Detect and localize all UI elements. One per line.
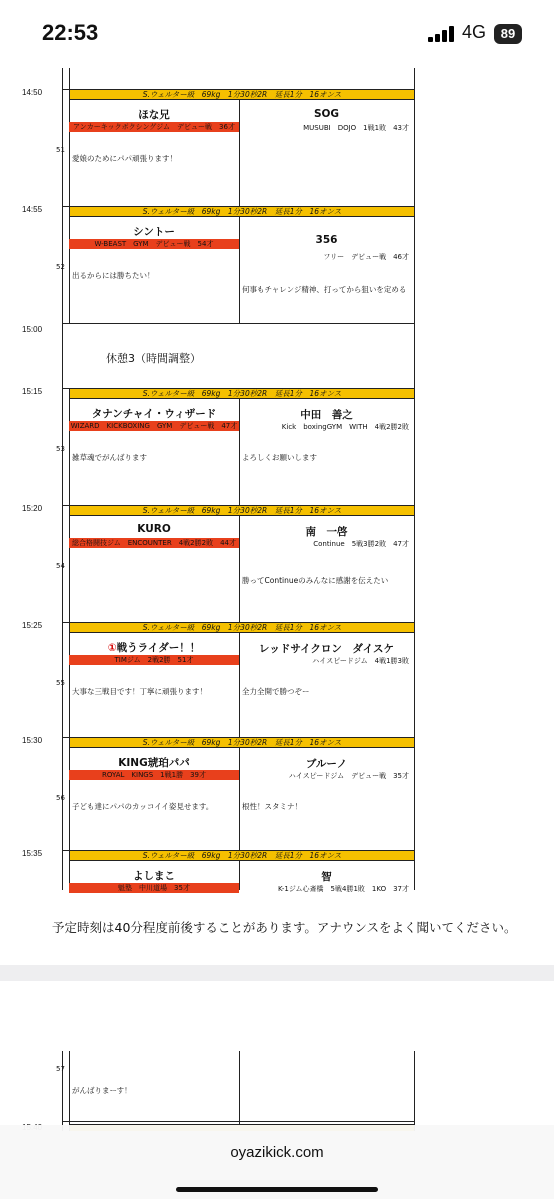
bout-inner-left [69,737,70,850]
schedule-note: 予定時刻は40分程度前後することがあります。アナウンスをよく聞いてください。 [52,920,517,935]
schedule-page-2[interactable] [6,981,548,1131]
bout-number: 54 [56,562,65,570]
bout-time: 15:15 [22,387,43,396]
red-fighter-info: ROYAL KINGS 1戦1勝 39才 [69,770,239,780]
blue-fighter-name: SOG [313,108,340,120]
red-fighter-info: W-BEAST GYM デビュー戦 54才 [69,239,239,249]
p2-line [62,1121,415,1122]
bout-top-line [62,622,69,623]
red-comment: 出るからには勝ちたい！ [72,271,155,280]
red-fighter-info: 総合格闘技ジム ENCOUNTER 4戦2勝2敗 44才 [69,538,239,548]
p2-left [62,1051,63,1131]
bout-right [414,89,415,206]
bout-number: 55 [56,679,65,687]
blue-fighter-name: 南 一啓 [305,526,348,538]
blue-comment: 勝ってContinueのみんなに感謝を伝えたい [242,576,389,585]
blue-comment: 全力全開で勝つぞー [242,687,310,696]
bout-top-line [62,850,69,851]
frame-left-line [62,68,63,89]
red-comment: 雑草魂でがんばります [72,453,147,462]
break-left-line [62,323,63,388]
weight-class-header: S.ウェルター級 69kg 1分30秒2R 延長1分 16オンス [69,850,415,861]
p2-comment: がんばりまーす！ [72,1086,132,1095]
weight-class-header: S.ウェルター級 69kg 1分30秒2R 延長1分 16オンス [69,737,415,748]
blue-fighter-info: MUSUBI DOJO 1戦1敗 43才 [303,124,409,132]
red-fighter-info: TIMジム 2戦2勝 51才 [69,655,239,665]
status-bar [0,0,554,68]
blue-fighter-info: Kick boxingGYM WITH 4戦2勝2敗 [281,423,409,431]
bout-number: 52 [56,263,65,271]
p2-mid [239,1051,240,1131]
bout-outer-left [62,850,63,890]
blue-fighter-name: 智 [321,871,332,883]
blue-comment: よろしくお願いします [242,453,317,462]
bout-top-line [62,89,69,90]
bout-number: 56 [56,794,65,802]
bout-number: 53 [56,445,65,453]
bout-number: 51 [56,146,65,154]
blue-fighter-name: 356 [315,234,338,246]
weight-class-header: S.ウェルター級 69kg 1分30秒2R 延長1分 16オンス [69,206,415,217]
red-fighter-info: 魁塾 中川道場 35才 [69,883,239,893]
red-fighter-info: WIZARD KICKBOXING GYM デビュー戦 47才 [70,422,238,430]
bout-time: 15:35 [22,849,43,858]
signal-icon [428,26,456,42]
red-name-text: よしまこ [133,870,175,882]
frame-right-line [414,68,415,89]
red-fighter-name [69,107,239,122]
blue-comment: 根性！スタミナ！ [242,802,302,811]
red-fighter-name [69,224,239,239]
bout-divider [239,217,240,323]
red-fighter-name [69,640,239,655]
schedule-page[interactable] [6,68,548,968]
p2-number: 57 [56,1065,65,1073]
red-fighter-name [69,755,239,770]
bout-top-line [62,206,69,207]
blue-fighter-info: フリー デビュー戦 46才 [323,253,409,261]
red-name-text: KURO [137,523,171,535]
address-bar[interactable] [0,1125,554,1199]
bout-time: 15:30 [22,736,43,745]
page-separator [0,965,554,981]
red-comment: 子ども達にパパのカッコイイ姿見せます。 [72,802,214,811]
blue-fighter-name: レッドサイクロン ダイスケ [258,643,395,655]
red-name-text: ほな兄 [138,109,170,121]
break-right-line [414,323,415,388]
weight-class-header: S.ウェルター級 69kg 1分30秒2R 延長1分 16オンス [69,505,415,516]
red-fighter-name [69,868,239,883]
bout-right [414,622,415,737]
red-fighter-name [69,523,239,535]
blue-fighter-name: 中田 善之 [300,409,353,421]
bout-right [414,737,415,850]
blue-fighter-info: ハイスピードジム デビュー戦 35才 [288,772,409,780]
red-name-text: 戦うライダー！！ [116,642,201,654]
red-fighter-name [69,406,239,421]
bout-top-line [62,737,69,738]
weight-class-header: S.ウェルター級 69kg 1分30秒2R 延長1分 16オンス [69,388,415,399]
break-bottom-line [62,388,415,389]
blue-fighter-name: ブルーノ [305,758,348,770]
bout-bottom-line [62,323,415,324]
bout-time: 15:20 [22,504,43,513]
p2-right [414,1051,415,1131]
frame-mid-line [69,68,70,89]
bout-time: 15:25 [22,621,43,630]
red-corner-mark: ① [107,642,117,654]
red-comment: 愛娘のためにパパ頑張ります！ [72,154,177,163]
bout-right [414,206,415,323]
p2-inner [69,1051,70,1131]
blue-fighter-info: ハイスピードジム 4戦1勝3敗 [312,657,409,665]
home-indicator [176,1187,378,1192]
red-name-text: KING琥珀パパ [118,757,190,769]
red-fighter-info: アンカーキックボクシングジム デビュー戦 36才 [69,122,239,132]
bout-time: 14:50 [22,88,43,97]
break-label: 休憩3（時間調整） [106,352,201,365]
red-name-text: タナンチャイ・ウィザード [91,408,217,420]
clock: 22:53 [42,20,99,45]
blue-fighter-info: Continue 5戦3勝2敗 47才 [313,540,409,548]
url-text[interactable]: oyazikick.com [230,1144,324,1161]
red-comment: 大事な三戦目です！丁寧に頑張ります！ [72,687,207,696]
weight-class-header: S.ウェルター級 69kg 1分30秒2R 延長1分 16オンス [69,622,415,633]
blue-comment: 何事もチャレンジ精神、打ってから狙いを定める [242,285,407,294]
weight-class-header: S.ウェルター級 69kg 1分30秒2R 延長1分 16オンス [69,89,415,100]
blue-fighter-info: K-1ジム心斎橋 5戦4勝1敗 1KO 37才 [278,885,409,893]
break-time: 15:00 [22,325,43,334]
bout-top-line [62,505,69,506]
bout-time: 14:55 [22,205,43,214]
network-type: 4G [462,22,487,42]
bout-right [414,388,415,505]
battery-icon: 89 [494,24,522,44]
bout-right [414,505,415,622]
red-name-text: シントー [133,226,175,238]
